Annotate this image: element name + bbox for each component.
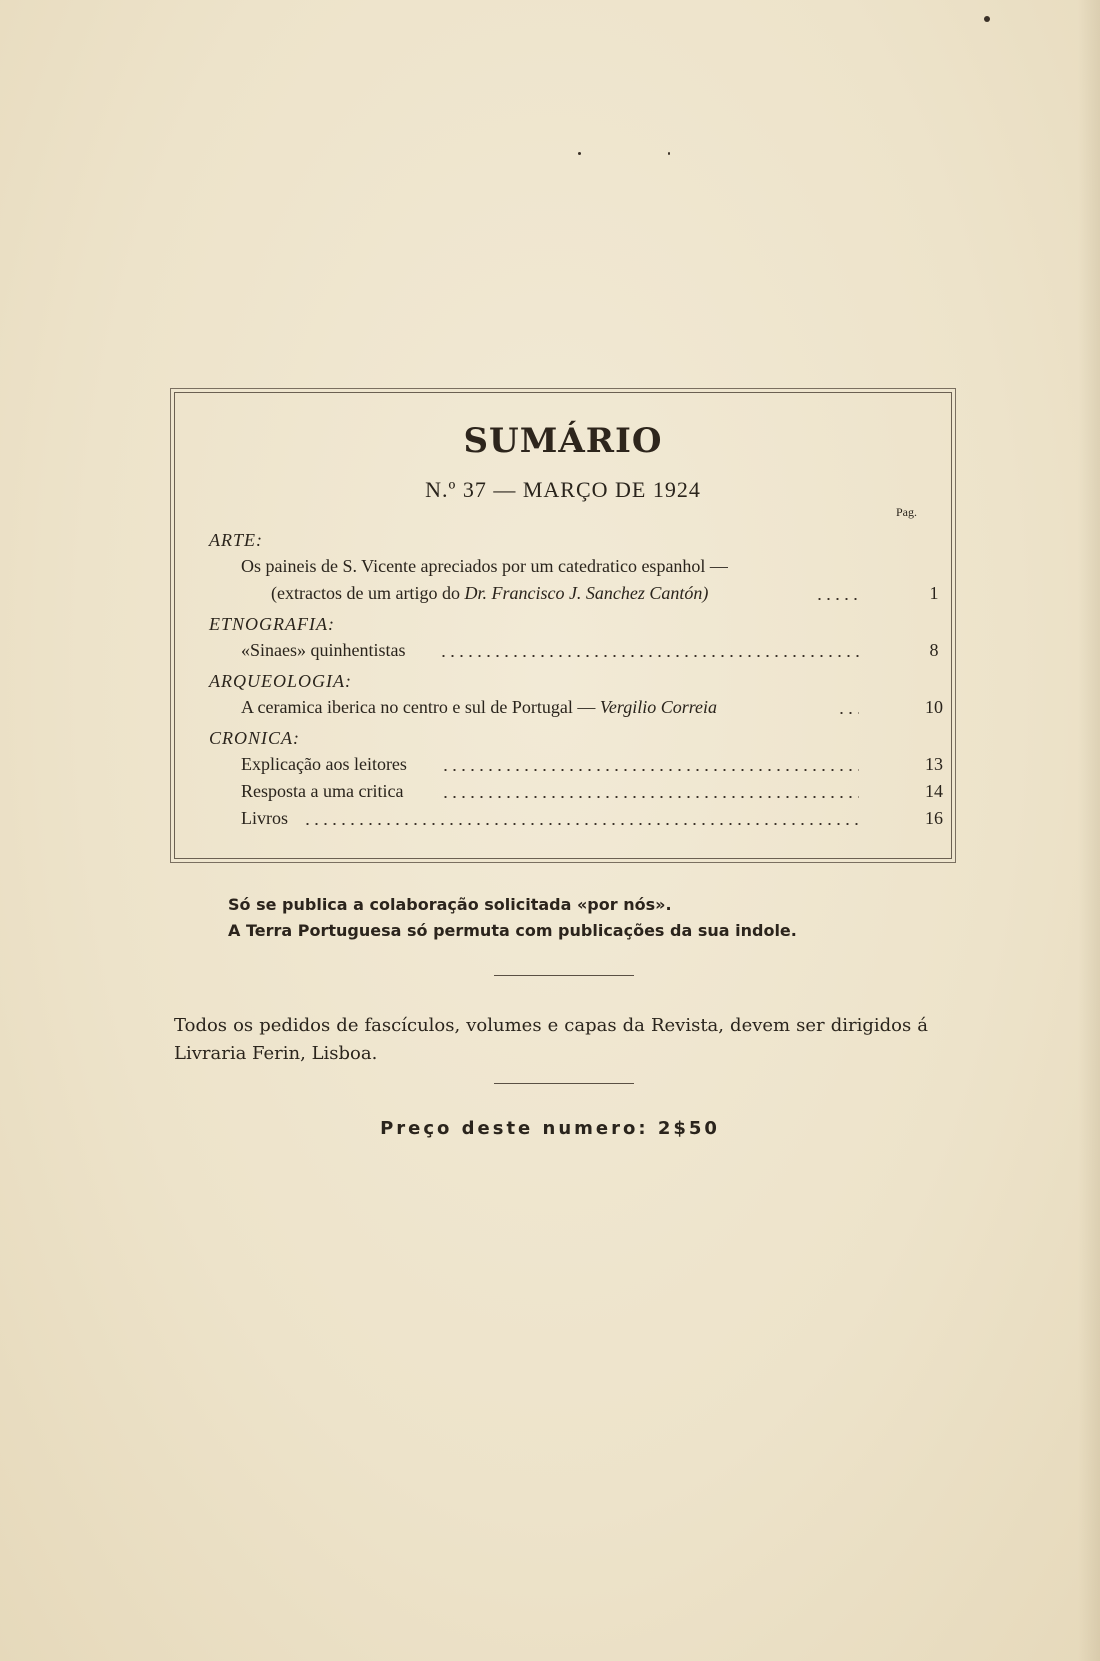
section-heading-etnografia: ETNOGRAFIA: xyxy=(209,614,335,634)
toc-entry-text: (extractos de um artigo do Dr. Francisco J. Sanchez Cantón) xyxy=(271,583,709,603)
issue-price: Preço deste numero: 2$50 xyxy=(380,1118,720,1139)
toc-entry-page: 10 xyxy=(925,697,943,717)
page-column-label: Pag. xyxy=(896,505,917,519)
toc-entry-page: 13 xyxy=(925,754,943,774)
summary-title: SUMÁRIO xyxy=(463,421,663,461)
toc-entry xyxy=(209,580,939,607)
toc-entry-page: 8 xyxy=(929,640,939,660)
ink-speck xyxy=(984,16,990,22)
toc-entry xyxy=(209,553,909,580)
toc-entry-page: 1 xyxy=(929,583,939,603)
ink-speck xyxy=(578,152,581,155)
publication-notice xyxy=(228,892,928,944)
toc-entry xyxy=(209,694,943,721)
orders-paragraph: Todos os pedidos de fascículos, volumes e capas da Revista, devem ser dirigidos á Livraria Ferin, Lisboa. xyxy=(174,1015,928,1064)
table-of-contents xyxy=(209,523,943,832)
toc-entry-page: 14 xyxy=(925,781,943,801)
toc-entry-text: Os paineis de S. Vicente apreciados por um catedratico espanhol — xyxy=(241,556,728,576)
leader-dots xyxy=(303,823,859,825)
notice-line-collaboration: Só se publica a colaboração solicitada «por nós». xyxy=(228,895,672,914)
toc-entry xyxy=(209,805,943,832)
divider-rule xyxy=(494,975,634,976)
notice-line-exchange: A Terra Portuguesa só permuta com publicações da sua indole. xyxy=(228,921,797,940)
summary-box xyxy=(174,392,952,859)
toc-entry xyxy=(209,751,943,778)
section-heading-arqueologia: ARQUEOLOGIA: xyxy=(209,671,352,691)
toc-entry-text: Explicação aos leitores xyxy=(241,754,407,774)
toc-entry xyxy=(209,637,939,664)
leader-dots xyxy=(441,769,859,771)
leader-dots xyxy=(837,712,859,714)
toc-entry-text: «Sinaes» quinhentistas xyxy=(241,640,406,660)
toc-entry-author: Vergilio Correia xyxy=(599,697,718,717)
toc-entry-text: Livros xyxy=(241,808,288,828)
leader-dots xyxy=(441,796,859,798)
leader-dots xyxy=(815,598,859,600)
toc-entry xyxy=(209,778,943,805)
section-heading-cronica: CRONICA: xyxy=(209,728,300,748)
leader-dots xyxy=(439,655,859,657)
toc-entry-text: Resposta a uma critica xyxy=(241,781,404,801)
section-heading-arte: ARTE: xyxy=(209,530,263,550)
toc-entry-page: 16 xyxy=(925,808,943,828)
issue-subtitle: N.º 37 — MARÇO DE 1924 xyxy=(425,477,701,502)
page-edge-shadow xyxy=(1078,0,1100,1661)
toc-entry-author: Dr. Francisco J. Sanchez Cantón) xyxy=(464,583,709,603)
ink-speck xyxy=(668,152,670,155)
divider-rule xyxy=(494,1083,634,1084)
toc-entry-text: A ceramica iberica no centro e sul de Portugal — Vergilio Correia xyxy=(241,697,718,717)
